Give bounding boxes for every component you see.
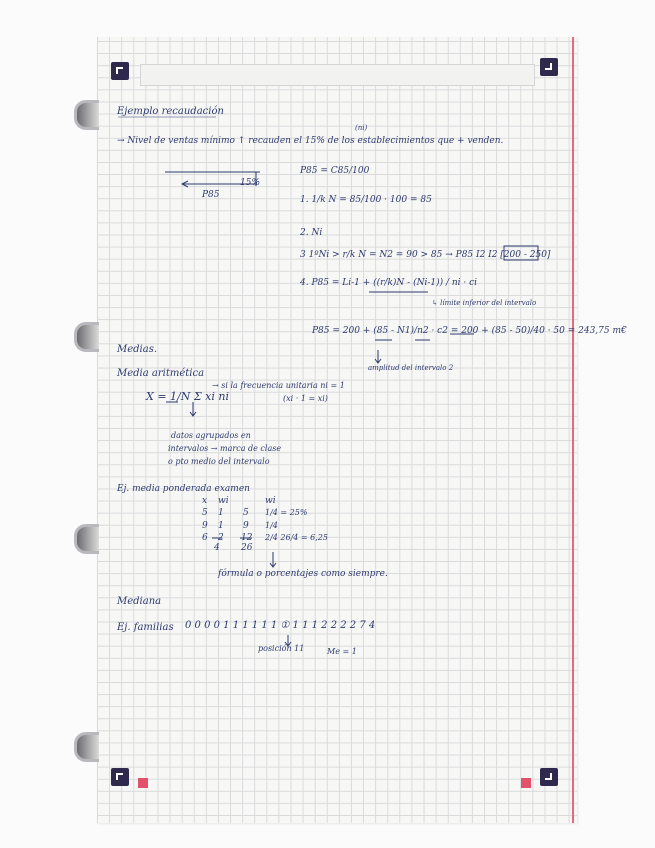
heading-media-aritmetica: Media aritmética (117, 368, 205, 379)
p85-calculation: P85 = 200 + (85 - N1)/n2 · c2 = 200 + (85 - 50)/40 · 50 = 243,75 m€ (312, 326, 627, 336)
formula-note-2: (xi · 1 = xi) (283, 394, 328, 403)
section-title: Ejemplo recaudación (117, 106, 224, 117)
annotation: (ni) (355, 124, 368, 132)
table-total: 4 (214, 543, 220, 553)
families-example: Ej. familias (117, 622, 174, 633)
data-sequence: 0 0 0 0 1 1 1 1 1 1 ① 1 1 1 2 2 2 2 7 4 (185, 620, 376, 631)
table-cell: 9 (202, 521, 208, 531)
table-cell: 1/4 (265, 521, 278, 530)
table-cell: 5 (202, 508, 208, 518)
table-cell: 2 (218, 533, 224, 543)
table-cell: 2/4 26/4 = 6,25 (265, 533, 328, 542)
percent-label: 15% (240, 178, 261, 188)
p85-label: P85 (202, 190, 220, 200)
grouped-note: intervalos → marca de clase (168, 444, 282, 453)
step-4: 4. P85 = Li-1 + ((r/k)N - (Ni-1)) / ni · ci (300, 278, 478, 288)
heading-medias: Medias. (117, 344, 158, 355)
heading-mediana: Mediana (117, 596, 162, 607)
table-header: wi (218, 496, 229, 506)
step-2: 2. Ni (300, 228, 323, 238)
table-cell: 5 (243, 508, 249, 518)
table-header: x (202, 496, 208, 506)
amplitude-note: amplitud del intervalo 2 (368, 364, 454, 372)
step-4-note: ↳ límite inferior del intervalo (432, 299, 537, 307)
formula-note: → si la frecuencia unitaria ni = 1 (212, 381, 345, 390)
weighted-example-title: Ej. media ponderada examen (117, 484, 250, 494)
table-cell: 1 (218, 508, 224, 518)
problem-statement: → Nivel de ventas mínimo ↑ recauden el 15% de los establecimientos que + venden. (117, 136, 504, 146)
table-cell: 12 (241, 533, 253, 543)
grouped-note: o pto medio del intervalo (168, 457, 270, 466)
mean-formula: X = 1/N Σ xi ni (146, 390, 229, 403)
table-total: 26 (241, 543, 253, 553)
position-note: posición 11 (258, 644, 305, 653)
table-header: wi (265, 496, 276, 506)
p85-definition: P85 = C85/100 (300, 166, 370, 176)
step-3: 3 1ºNi > r/k N = N2 = 90 > 85 → P85 I2 I2 [200 - 250] (300, 250, 551, 260)
table-cell: 6 (202, 533, 208, 543)
table-cell: 1 (218, 521, 224, 531)
table-cell: 1/4 = 25% (265, 508, 308, 517)
formula-footer: fórmula o porcentajes como siempre. (218, 569, 388, 579)
grouped-note: datos agrupados en (171, 431, 251, 440)
median-result: Me = 1 (327, 647, 357, 656)
table-cell: 9 (243, 521, 249, 531)
step-1: 1. 1/k N = 85/100 · 100 = 85 (300, 195, 432, 205)
